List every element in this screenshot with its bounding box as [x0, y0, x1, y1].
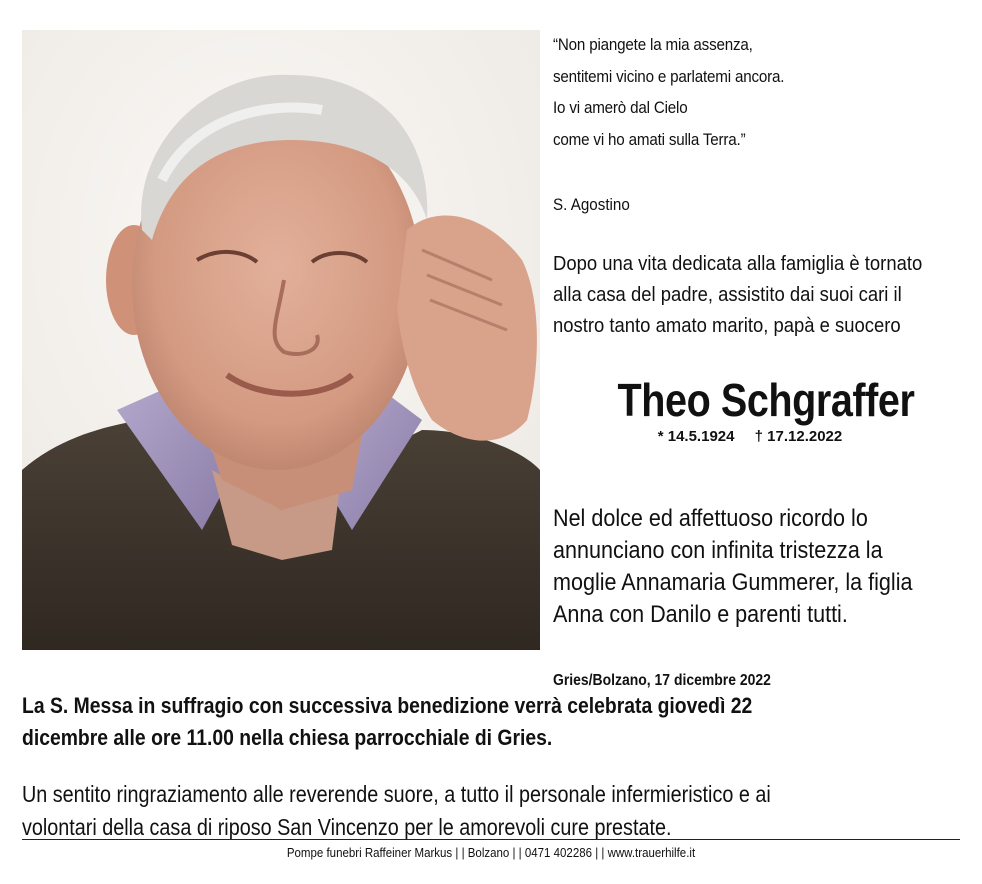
- birth-date: * 14.5.1924: [657, 428, 735, 445]
- thanks-line: Un sentito ringraziamento alle reverende suore, a tutto il personale infermieristico e ai: [22, 781, 771, 807]
- thanks-line: volontari della casa di riposo San Vincenzo per le amorevoli cure prestate.: [22, 814, 672, 840]
- life-dates: [560, 428, 940, 445]
- quote-line: come vi ho amati sulla Terra.”: [553, 130, 746, 149]
- death-date: † 17.12.2022: [754, 428, 843, 445]
- intro-line: nostro tanto amato marito, papà e suocero: [553, 314, 901, 337]
- intro-line: Dopo una vita dedicata alla famiglia è tornato: [553, 252, 923, 275]
- footer-text: Pompe funebri Raffeiner Markus | | Bolzano | | 0471 402286 | | www.trauerhilfe.it: [286, 846, 696, 860]
- mass-notice: [22, 690, 882, 754]
- intro-line: alla casa del padre, assistito dai suoi cari il: [553, 283, 902, 306]
- mass-line: La S. Messa in suffragio con successiva benedizione verrà celebrata giovedì 22: [22, 693, 753, 718]
- announcement-line: Anna con Danilo e parenti tutti.: [553, 601, 848, 628]
- divider: [22, 839, 960, 840]
- quote-block: [553, 30, 921, 156]
- announcement-line: Nel dolce ed affettuoso ricordo lo: [553, 505, 868, 532]
- quote-line: “Non piangete la mia assenza,: [553, 36, 753, 54]
- mass-line: dicembre alle ore 11.00 nella chiesa parrocchiale di Gries.: [22, 725, 553, 750]
- announcement-line: annunciano con infinita tristezza la: [553, 537, 883, 564]
- intro-text: [553, 248, 940, 341]
- deceased-name: Theo Schgraffer: [617, 374, 915, 426]
- place-date: Gries/Bolzano, 17 dicembre 2022: [553, 672, 771, 689]
- announcement-line: moglie Annamaria Gummerer, la figlia: [553, 569, 913, 596]
- quote-line: sentitemi vicino e parlatemi ancora.: [553, 67, 785, 86]
- thanks-text: [22, 778, 925, 844]
- quote-line: Io vi amerò dal Cielo: [553, 99, 688, 117]
- announcement-text: [553, 503, 940, 631]
- quote-source: S. Agostino: [553, 196, 630, 214]
- portrait-photo: [22, 30, 540, 650]
